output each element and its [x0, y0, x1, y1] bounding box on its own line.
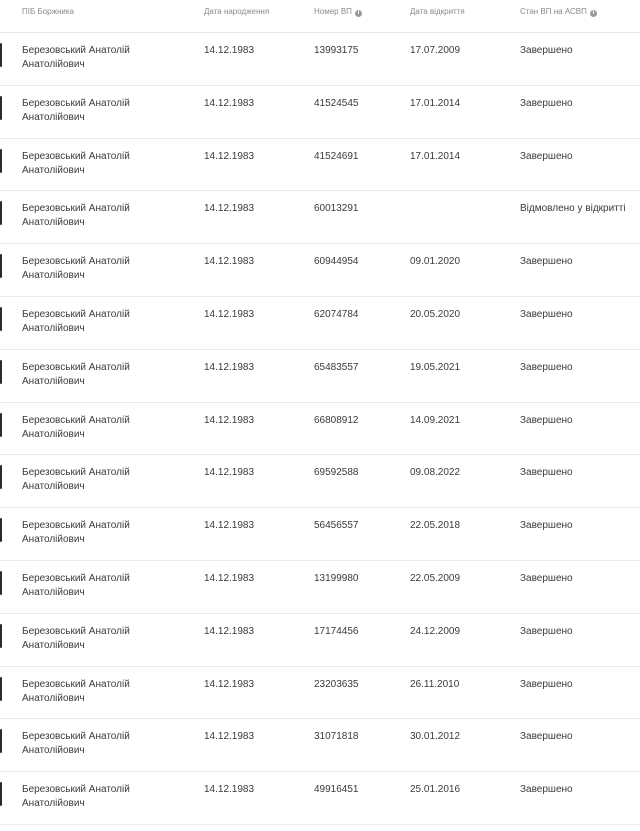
table-row[interactable] — [0, 614, 640, 667]
debtor-name-cell — [22, 44, 182, 72]
date-of-birth-cell: 14.12.1983 — [204, 625, 255, 637]
open-date-cell: 09.08.2022 — [410, 467, 461, 479]
debtor-name-second-line: Анатолійович — [22, 534, 85, 546]
debtor-name-cell — [22, 625, 182, 653]
debtor-name-cell — [22, 255, 182, 283]
debtor-name-second-line: Анатолійович — [22, 59, 85, 70]
row-marker — [0, 729, 2, 753]
debtor-name-first-line: Березовський Анатолій — [22, 150, 130, 162]
debtor-name-cell — [22, 150, 182, 178]
open-date-cell: 22.05.2018 — [410, 520, 461, 532]
proceeding-status-cell: Завершено — [520, 361, 573, 373]
open-date-cell: 09.01.2020 — [410, 256, 461, 268]
debtor-name-cell — [22, 519, 182, 547]
open-date-cell: 17.07.2009 — [410, 45, 461, 56]
proceeding-status-cell: Завершено — [520, 308, 573, 320]
date-of-birth-cell: 14.12.1983 — [204, 45, 255, 56]
row-marker — [0, 518, 2, 542]
table-row[interactable] — [0, 191, 640, 244]
header-debtor-name: ПІБ Боржника — [22, 7, 74, 16]
proceeding-status-cell: Завершено — [520, 467, 573, 479]
debtor-name-cell — [22, 572, 182, 600]
proceeding-status-cell: Завершено — [520, 256, 573, 268]
proceeding-number-cell: 23203635 — [314, 678, 359, 690]
row-marker — [0, 413, 2, 437]
proceeding-number-cell: 60013291 — [314, 203, 359, 215]
debtor-name-cell — [22, 361, 182, 389]
row-marker — [0, 201, 2, 225]
open-date-cell: 26.11.2010 — [410, 678, 460, 690]
table-row[interactable] — [0, 455, 640, 508]
proceeding-status-cell: Завершено — [520, 150, 573, 162]
debtor-name-first-line: Березовський Анатолій — [22, 520, 130, 532]
table-row[interactable] — [0, 719, 640, 772]
header-proceeding-number-label: Номер ВП — [314, 7, 352, 16]
date-of-birth-cell: 14.12.1983 — [204, 414, 255, 426]
debtor-name-first-line: Березовський Анатолій — [22, 467, 130, 479]
table-row[interactable] — [0, 667, 640, 720]
proceeding-number-cell: 49916451 — [314, 784, 359, 796]
open-date-cell: 17.01.2014 — [410, 150, 461, 162]
row-marker — [0, 96, 2, 120]
date-of-birth-cell: 14.12.1983 — [204, 784, 255, 796]
proceeding-status-cell: Завершено — [520, 45, 573, 56]
header-proceeding-status — [520, 7, 597, 17]
open-date-cell: 14.09.2021 — [410, 414, 461, 426]
row-marker — [0, 149, 2, 173]
table-row[interactable] — [0, 244, 640, 297]
info-icon[interactable]: i — [355, 10, 362, 17]
header-proceeding-number — [314, 7, 362, 17]
header-date-of-birth: Дата народження — [204, 7, 270, 16]
row-marker — [0, 624, 2, 648]
table-row[interactable] — [0, 772, 640, 825]
row-marker — [0, 360, 2, 384]
date-of-birth-cell: 14.12.1983 — [204, 520, 255, 532]
header-open-date: Дата відкриття — [410, 7, 465, 16]
debtor-name-cell — [22, 730, 182, 758]
row-marker — [0, 782, 2, 806]
debtor-name-second-line: Анатолійович — [22, 217, 85, 229]
open-date-cell: 24.12.2009 — [410, 625, 461, 637]
date-of-birth-cell: 14.12.1983 — [204, 678, 255, 690]
date-of-birth-cell: 14.12.1983 — [204, 572, 255, 584]
row-marker — [0, 677, 2, 701]
proceeding-number-cell: 65483557 — [314, 361, 359, 373]
debtor-name-cell — [22, 678, 182, 706]
proceeding-number-cell: 31071818 — [314, 731, 359, 743]
debtor-name-first-line: Березовський Анатолій — [22, 731, 130, 743]
proceeding-number-cell: 13993175 — [314, 45, 359, 56]
debtor-name-first-line: Березовський Анатолій — [22, 625, 130, 637]
table-row[interactable] — [0, 139, 640, 192]
date-of-birth-cell: 14.12.1983 — [204, 97, 255, 109]
date-of-birth-cell: 14.12.1983 — [204, 731, 255, 743]
debtor-name-first-line: Березовський Анатолій — [22, 572, 130, 584]
debtor-name-first-line: Березовський Анатолій — [22, 308, 130, 320]
proceeding-status-cell: Завершено — [520, 520, 573, 532]
debtor-name-first-line: Березовський Анатолій — [22, 784, 130, 796]
open-date-cell: 19.05.2021 — [410, 361, 461, 373]
debtor-name-second-line: Анатолійович — [22, 639, 85, 651]
row-marker — [0, 571, 2, 595]
open-date-cell: 17.01.2014 — [410, 97, 461, 109]
debtor-name-cell — [22, 414, 182, 442]
proceeding-number-cell: 41524545 — [314, 97, 359, 109]
open-date-cell: 22.05.2009 — [410, 572, 461, 584]
proceeding-number-cell: 62074784 — [314, 308, 359, 320]
proceeding-number-cell: 13199980 — [314, 572, 359, 584]
debtor-name-second-line: Анатолійович — [22, 375, 85, 387]
table-row[interactable] — [0, 508, 640, 561]
open-date-cell: 25.01.2016 — [410, 784, 461, 796]
proceeding-status-cell: Завершено — [520, 414, 573, 426]
info-icon[interactable]: i — [590, 10, 597, 17]
debtor-name-first-line: Березовський Анатолій — [22, 203, 130, 215]
proceeding-status-cell: Завершено — [520, 625, 573, 637]
debtor-name-second-line: Анатолійович — [22, 745, 85, 757]
row-marker — [0, 465, 2, 489]
row-marker — [0, 43, 2, 67]
proceeding-number-cell: 17174456 — [314, 625, 359, 637]
debtor-name-second-line: Анатолійович — [22, 111, 85, 123]
debtor-name-second-line: Анатолійович — [22, 586, 85, 598]
debtor-name-cell — [22, 97, 182, 125]
proceeding-status-cell: Завершено — [520, 731, 573, 743]
proceeding-number-cell: 60944954 — [314, 256, 359, 268]
proceeding-number-cell: 41524691 — [314, 150, 359, 162]
debtor-name-cell — [22, 308, 182, 336]
proceeding-status-cell: Завершено — [520, 97, 573, 109]
proceeding-status-cell: Відмовлено у відкритті — [520, 203, 626, 215]
debtor-name-first-line: Березовський Анатолій — [22, 361, 130, 373]
date-of-birth-cell: 14.12.1983 — [204, 361, 255, 373]
proceeding-status-cell: Завершено — [520, 572, 573, 584]
date-of-birth-cell: 14.12.1983 — [204, 203, 255, 215]
date-of-birth-cell: 14.12.1983 — [204, 467, 255, 479]
debtor-name-first-line: Березовський Анатолій — [22, 678, 130, 690]
debtor-name-second-line: Анатолійович — [22, 481, 85, 493]
table-row[interactable] — [0, 403, 640, 456]
debtor-name-second-line: Анатолійович — [22, 692, 85, 704]
table-row[interactable] — [0, 86, 640, 139]
proceeding-status-cell: Завершено — [520, 678, 573, 690]
row-marker — [0, 254, 2, 278]
date-of-birth-cell: 14.12.1983 — [204, 308, 255, 320]
debtor-name-second-line: Анатолійович — [22, 164, 85, 176]
proceeding-status-cell: Завершено — [520, 784, 573, 796]
debtor-name-cell — [22, 202, 182, 230]
header-proceeding-status-label: Стан ВП на АСВП — [520, 7, 587, 16]
proceeding-number-cell: 69592588 — [314, 467, 359, 479]
date-of-birth-cell: 14.12.1983 — [204, 150, 255, 162]
table-body — [0, 33, 640, 825]
date-of-birth-cell: 14.12.1983 — [204, 256, 255, 268]
debtor-name-second-line: Анатолійович — [22, 270, 85, 282]
table-row[interactable] — [0, 350, 640, 403]
debtor-name-second-line: Анатолійович — [22, 428, 85, 440]
open-date-cell: 30.01.2012 — [410, 731, 461, 743]
debtor-name-first-line: Березовський Анатолій — [22, 414, 130, 426]
debtor-name-cell — [22, 466, 182, 494]
open-date-cell: 20.05.2020 — [410, 308, 461, 320]
proceeding-number-cell: 56456557 — [314, 520, 359, 532]
table-row[interactable] — [0, 33, 640, 86]
table-row[interactable] — [0, 561, 640, 614]
debtor-name-second-line: Анатолійович — [22, 798, 85, 810]
table-row[interactable] — [0, 297, 640, 350]
debtor-name-first-line: Березовський Анатолій — [22, 45, 130, 56]
row-marker — [0, 307, 2, 331]
debtor-name-second-line: Анатолійович — [22, 322, 85, 334]
proceeding-number-cell: 66808912 — [314, 414, 359, 426]
table-header — [0, 0, 640, 33]
debtor-name-first-line: Березовський Анатолій — [22, 97, 130, 109]
debtor-name-first-line: Березовський Анатолій — [22, 256, 130, 268]
debtor-name-cell — [22, 783, 182, 811]
